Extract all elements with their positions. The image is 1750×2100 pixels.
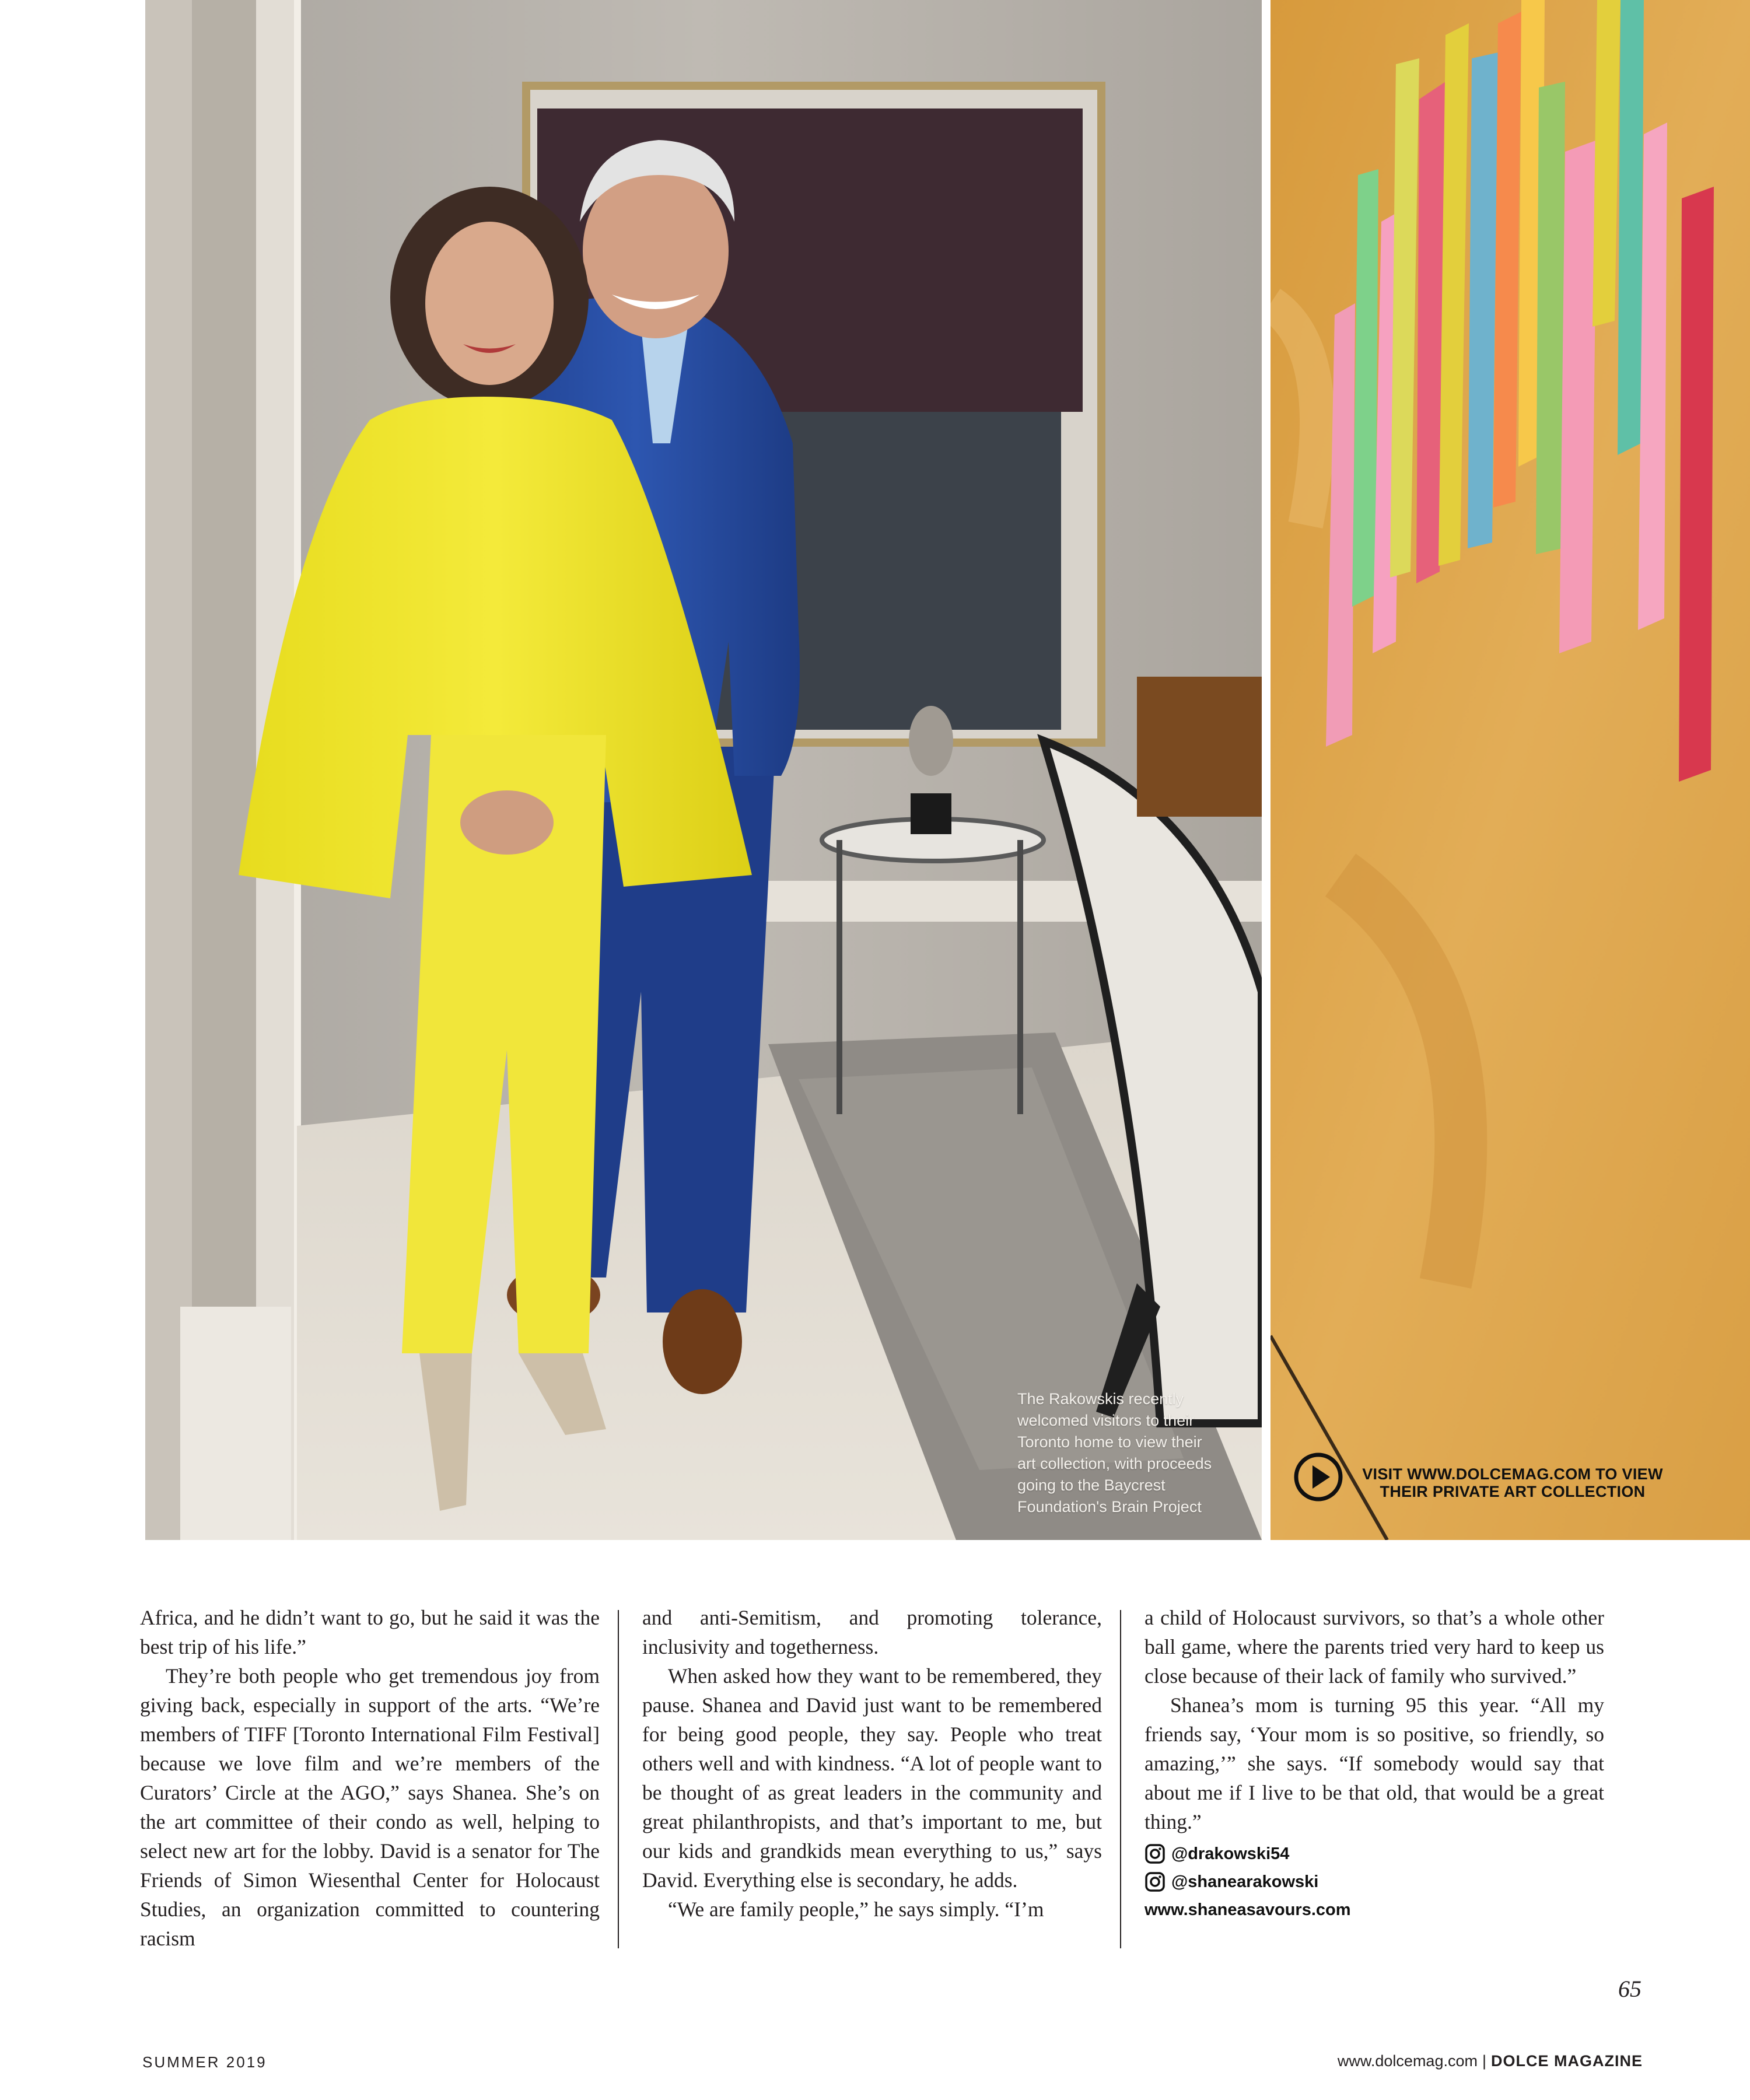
page-number: 65 bbox=[1618, 1976, 1642, 2002]
visit-website-callout[interactable] bbox=[1293, 1451, 1678, 1507]
magazine-name: DOLCE MAGAZINE bbox=[1491, 2052, 1643, 2070]
column-divider bbox=[1120, 1610, 1121, 1948]
article-column-3 bbox=[1144, 1603, 1604, 1924]
paragraph: Africa, and he didn’t want to go, but he said it was the best trip of his life.” bbox=[140, 1606, 600, 1658]
issue-label: SUMMER 2019 bbox=[142, 2053, 267, 2071]
cta-line-2: THEIR PRIVATE ART COLLECTION bbox=[1380, 1483, 1646, 1500]
social-links bbox=[1144, 1840, 1604, 1924]
paragraph: a child of Holocaust survivors, so that’s a whole other ball game, where the parents tried very hard to keep us close because of their lack of family who survived.” bbox=[1144, 1606, 1604, 1688]
instagram-icon bbox=[1144, 1843, 1166, 1864]
caption-line: Foundation's Brain Project bbox=[1017, 1498, 1202, 1516]
paragraph: “We are family people,” he says simply. “I’m bbox=[668, 1898, 1044, 1921]
caption-line: The Rakowskis recently bbox=[1017, 1390, 1184, 1408]
couple-portrait-illustration bbox=[145, 0, 1262, 1540]
article-column-1 bbox=[140, 1603, 600, 1953]
caption-line: art collection, with proceeds bbox=[1017, 1455, 1212, 1472]
instagram-link-shanearakowski[interactable] bbox=[1144, 1868, 1604, 1896]
caption-line: welcomed visitors to their bbox=[1017, 1412, 1195, 1429]
instagram-handle[interactable]: @drakowski54 bbox=[1171, 1845, 1290, 1863]
website-link[interactable]: www.shaneasavours.com bbox=[1144, 1901, 1351, 1919]
column-divider bbox=[618, 1610, 619, 1948]
instagram-link-drakowski[interactable] bbox=[1144, 1840, 1604, 1868]
paragraph: and anti-Semitism, and promoting tolerance, inclusivity and togetherness. bbox=[642, 1606, 1102, 1658]
footer-website[interactable]: www.dolcemag.com bbox=[1337, 2052, 1478, 2070]
art-detail-photo bbox=[1270, 0, 1750, 1540]
footer-separator: | bbox=[1482, 2052, 1486, 2070]
paragraph: Shanea’s mom is turning 95 this year. “All my friends say, ‘Your mom is so positive, so friendly, so amazing,’” she says. “If somebody would say that about me if I live to be that old, that would be a great thing.” bbox=[1144, 1693, 1604, 1833]
article-column-2 bbox=[642, 1603, 1102, 1924]
cta-line-1: VISIT WWW.DOLCEMAG.COM TO VIEW bbox=[1362, 1465, 1663, 1483]
paragraph: When asked how they want to be remembered, they pause. Shanea and David just want to be remembered for being good people, they say. People who treat others well and with kindness. “A lot of people want to be thought of as great leaders in the community and great philanthropists, and that’s important to me, but our kids and grandkids mean everything to us,” says David. Everything else is secondary, he adds. bbox=[642, 1664, 1102, 1892]
abstract-painting-illustration bbox=[1270, 0, 1750, 1540]
caption-line: Toronto home to view their bbox=[1017, 1433, 1202, 1451]
play-icon[interactable] bbox=[1293, 1451, 1344, 1503]
visit-website-text[interactable] bbox=[1346, 1465, 1679, 1500]
instagram-icon bbox=[1144, 1871, 1166, 1892]
instagram-handle[interactable]: @shanearakowski bbox=[1171, 1873, 1319, 1891]
footer-masthead bbox=[1225, 2052, 1643, 2070]
caption-line: going to the Baycrest bbox=[1017, 1476, 1166, 1494]
paragraph: They’re both people who get tremendous joy from giving back, especially in support of the arts. “We’re members of TIFF [Toronto International Film Festival] because we love film and we’re members of the Curators’ Circle at the AGO,” says Shanea. She’s on the art committee of their condo as well, helping to select new art for the lobby. David is a senator for The Friends of Simon Wiesenthal Center for Holocaust Studies, an organization committed to countering racism bbox=[140, 1664, 600, 1950]
photo-caption bbox=[1017, 1388, 1262, 1518]
main-photo bbox=[145, 0, 1262, 1540]
